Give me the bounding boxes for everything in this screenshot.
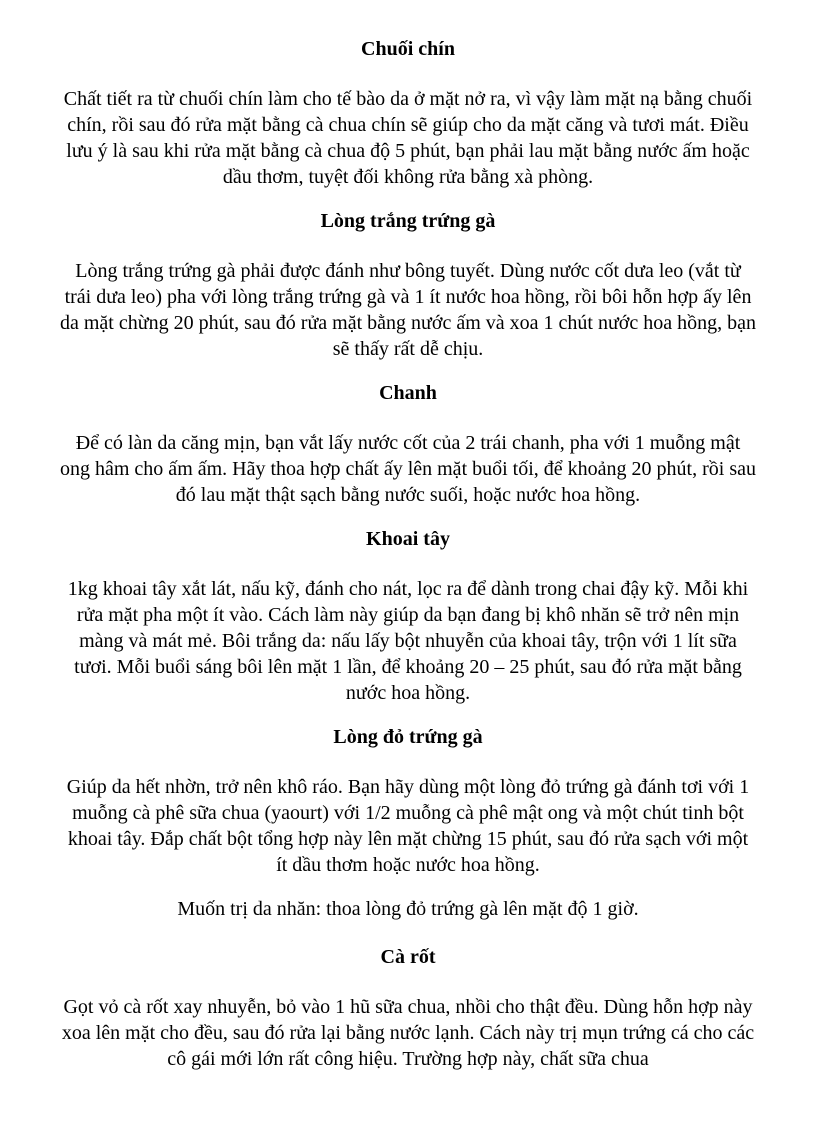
section-heading: Lòng trắng trứng gà [320, 210, 496, 232]
section-heading: Chuối chín [361, 38, 455, 60]
section-chuoi-chin [60, 36, 756, 190]
section-khoai-tay [60, 526, 756, 706]
section-long-trang-trung-ga [60, 208, 756, 362]
section-heading: Chanh [379, 382, 437, 404]
section-paragraph: Giúp da hết nhờn, trở nên khô ráo. Bạn hãy dùng một lòng đỏ trứng gà đánh tơi với 1 muỗng cà phê sữa chua (yaourt) với 1/2 muỗng cà phê mật ong và một chút tinh bột khoai tây. Đắp chất bột tổng hợp này lên mặt chừng 15 phút, sau đó rửa sạch với một ít dầu thơm hoặc nước hoa hồng. [66, 776, 750, 876]
section-paragraph: 1kg khoai tây xắt lát, nấu kỹ, đánh cho nát, lọc ra để dành trong chai đậy kỹ. Mỗi khi rửa mặt pha một ít vào. Cách làm này giúp da bạn đang bị khô nhăn sẽ trở nên mịn màng và mát mẻ. Bôi trắng da: nấu lấy bột nhuyễn của khoai tây, trộn với 1 lít sữa tươi. Mỗi buổi sáng bôi lên mặt 1 lần, để khoảng 20 – 25 phút, sau đó rửa mặt bằng nước hoa hồng. [67, 578, 749, 704]
section-heading: Khoai tây [366, 528, 450, 550]
section-heading: Cà rốt [380, 946, 436, 968]
section-paragraph: Lòng trắng trứng gà phải được đánh như bông tuyết. Dùng nước cốt dưa leo (vắt từ trái dưa leo) pha với lòng trắng trứng gà và 1 ít nước hoa hồng, rồi bôi hỗn hợp ấy lên da mặt chừng 20 phút, sau đó rửa mặt bằng nước ấm và xoa 1 chút nước hoa hồng, bạn sẽ thấy rất dễ chịu. [60, 260, 757, 360]
section-paragraph: Chất tiết ra từ chuối chín làm cho tế bào da ở mặt nở ra, vì vậy làm mặt nạ bằng chuối chín, rồi sau đó rửa mặt bằng cà chua chín sẽ giúp cho da mặt căng và tươi mát. Điều lưu ý là sau khi rửa mặt bằng cà chua độ 5 phút, bạn phải lau mặt bằng nước ấm hoặc dầu thơm, tuyệt đối không rửa bằng xà phòng. [63, 88, 753, 188]
section-heading: Lòng đỏ trứng gà [333, 726, 483, 748]
section-paragraph: Muốn trị da nhăn: thoa lòng đỏ trứng gà lên mặt độ 1 giờ. [177, 898, 639, 920]
section-chanh [60, 380, 756, 508]
section-paragraph: Gọt vỏ cà rốt xay nhuyễn, bỏ vào 1 hũ sữa chua, nhồi cho thật đều. Dùng hỗn hợp này xoa lên mặt cho đều, sau đó rửa lại bằng nước lạnh. Cách này trị mụn trứng cá cho các cô gái mới lớn rất công hiệu. Trường hợp này, chất sữa chua [61, 996, 755, 1070]
section-long-do-trung-ga [60, 724, 756, 922]
section-paragraph: Để có làn da căng mịn, bạn vắt lấy nước cốt của 2 trái chanh, pha với 1 muỗng mật ong hâm cho ấm ấm. Hãy thoa hợp chất ấy lên mặt buổi tối, để khoảng 20 phút, rồi sau đó lau mặt thật sạch bằng nước suối, hoặc nước hoa hồng. [60, 432, 756, 506]
section-ca-rot [60, 944, 756, 1072]
